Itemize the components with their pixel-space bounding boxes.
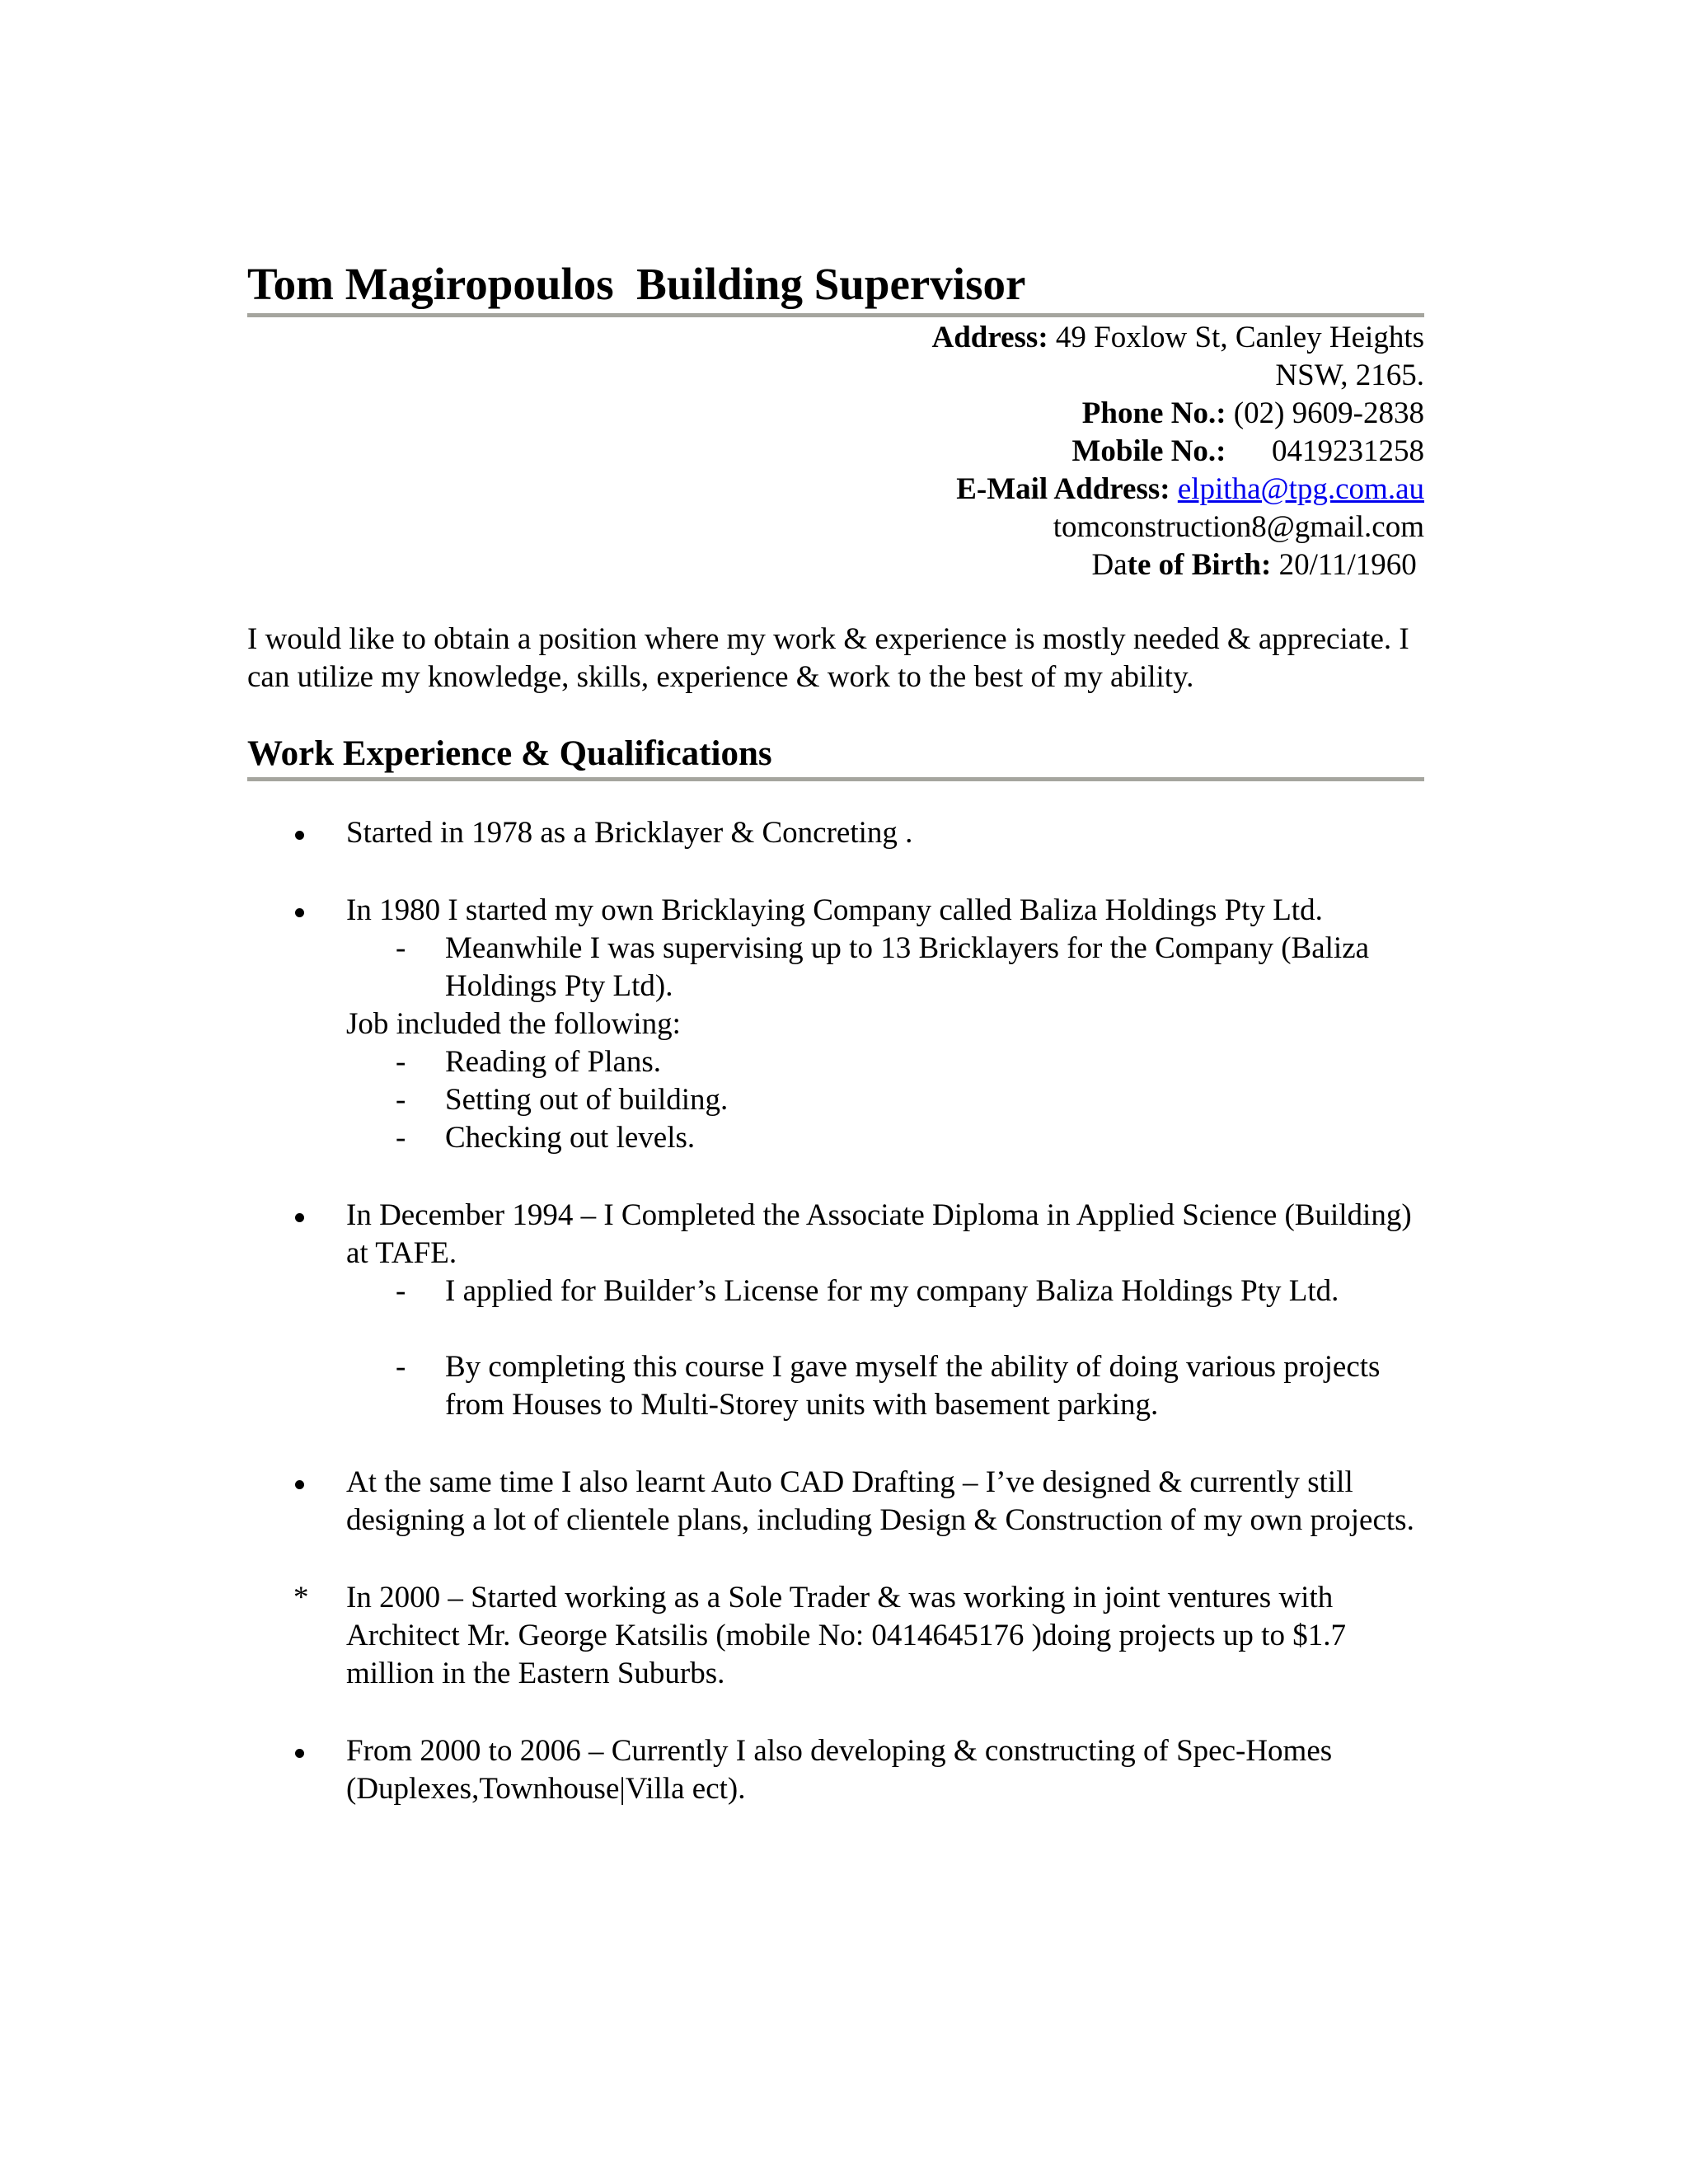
dash-marker: -	[396, 1274, 406, 1308]
list-item	[247, 1579, 1424, 1693]
dob-line	[247, 546, 1424, 584]
sub-item	[346, 930, 1424, 1005]
email-line-2: tomconstruction8@gmail.com	[1053, 510, 1424, 544]
dash-marker: -	[396, 931, 406, 965]
list-item	[247, 1197, 1424, 1424]
phone-line	[247, 395, 1424, 433]
item-text: In December 1994 – I Completed the Associate Diploma in Applied Science (Building) at TAFE.	[346, 1198, 1412, 1270]
address-label: Address:	[931, 321, 1048, 354]
dash-marker: -	[396, 1121, 406, 1155]
email-label: E-Mail Address:	[956, 472, 1170, 506]
sub-item	[346, 1081, 1424, 1119]
contact-block	[247, 319, 1424, 584]
list-item	[247, 1464, 1424, 1540]
asterisk-marker: *	[293, 1581, 309, 1615]
mobile-value: 0419231258	[1226, 434, 1424, 468]
experience-list	[247, 814, 1424, 1808]
sub-item-text: I applied for Builder’s License for my company Baliza Holdings Pty Ltd.	[445, 1274, 1339, 1308]
resume-content	[247, 257, 1424, 1848]
page-title: Tom Magiropoulos Building Supervisor	[247, 257, 1424, 317]
sub-item-text: Meanwhile I was supervising up to 13 Bricklayers for the Company (Baliza Holdings Pty Ltd).	[445, 931, 1370, 1003]
dash-marker: -	[396, 1045, 406, 1079]
dob-value: 20/11/1960	[1271, 548, 1424, 582]
objective-paragraph: I would like to obtain a position where my work & experience is mostly needed & appreciate. I can utilize my knowledge, skills, experience & work to the best of my ability.	[247, 622, 1409, 694]
dob-label-plain: Da	[1091, 548, 1128, 582]
sub-item-text: Reading of Plans.	[445, 1045, 662, 1079]
sub-item	[346, 1272, 1424, 1310]
email-link[interactable]: elpitha@tpg.com.au	[1177, 472, 1424, 506]
phone-label: Phone No.:	[1081, 396, 1226, 430]
address-value-1: 49 Foxlow St, Canley Heights	[1048, 321, 1424, 354]
section-heading-work-experience: Work Experience & Qualifications	[247, 731, 1424, 781]
item-text: In 2000 – Started working as a Sole Trader & was working in joint ventures with Architect Mr. George Katsilis (mobile No: 0414645176 )doing projects up to $1.7 million in the Eastern Suburbs.	[346, 1581, 1346, 1690]
address-line-2: NSW, 2165.	[1275, 359, 1424, 392]
list-item	[247, 814, 1424, 852]
mobile-line	[247, 433, 1424, 471]
dash-marker: -	[396, 1350, 406, 1384]
sub-item-text: Setting out of building.	[445, 1083, 729, 1117]
mobile-label: Mobile No.:	[1071, 434, 1226, 468]
dob-label-bold: te of Birth:	[1127, 548, 1272, 582]
item-text: In 1980 I started my own Bricklaying Company called Baliza Holdings Pty Ltd.	[346, 893, 1323, 927]
item-text: From 2000 to 2006 – Currently I also developing & constructing of Spec-Homes (Duplexes,Townhouse|Villa ect).	[346, 1734, 1333, 1806]
list-item	[247, 892, 1424, 1157]
email-line	[247, 471, 1424, 509]
list-item	[247, 1732, 1424, 1808]
sub-item	[346, 1348, 1424, 1424]
phone-value: (02) 9609-2838	[1226, 396, 1424, 430]
sub-item	[346, 1043, 1424, 1081]
address-line-1	[247, 319, 1424, 357]
sub-item	[346, 1119, 1424, 1157]
item-text: At the same time I also learnt Auto CAD Drafting – I’ve designed & currently still designing a lot of clientele plans, including Design & Construction of my own projects.	[346, 1465, 1414, 1537]
sub-item-text: By completing this course I gave myself the ability of doing various projects from Houses to Multi-Storey units with basement parking.	[445, 1350, 1381, 1422]
dash-marker: -	[396, 1083, 406, 1117]
item-text: Started in 1978 as a Bricklayer & Concreting .	[346, 816, 913, 850]
job-included-heading: Job included the following:	[346, 1007, 681, 1041]
sub-item-text: Checking out levels.	[445, 1121, 696, 1155]
